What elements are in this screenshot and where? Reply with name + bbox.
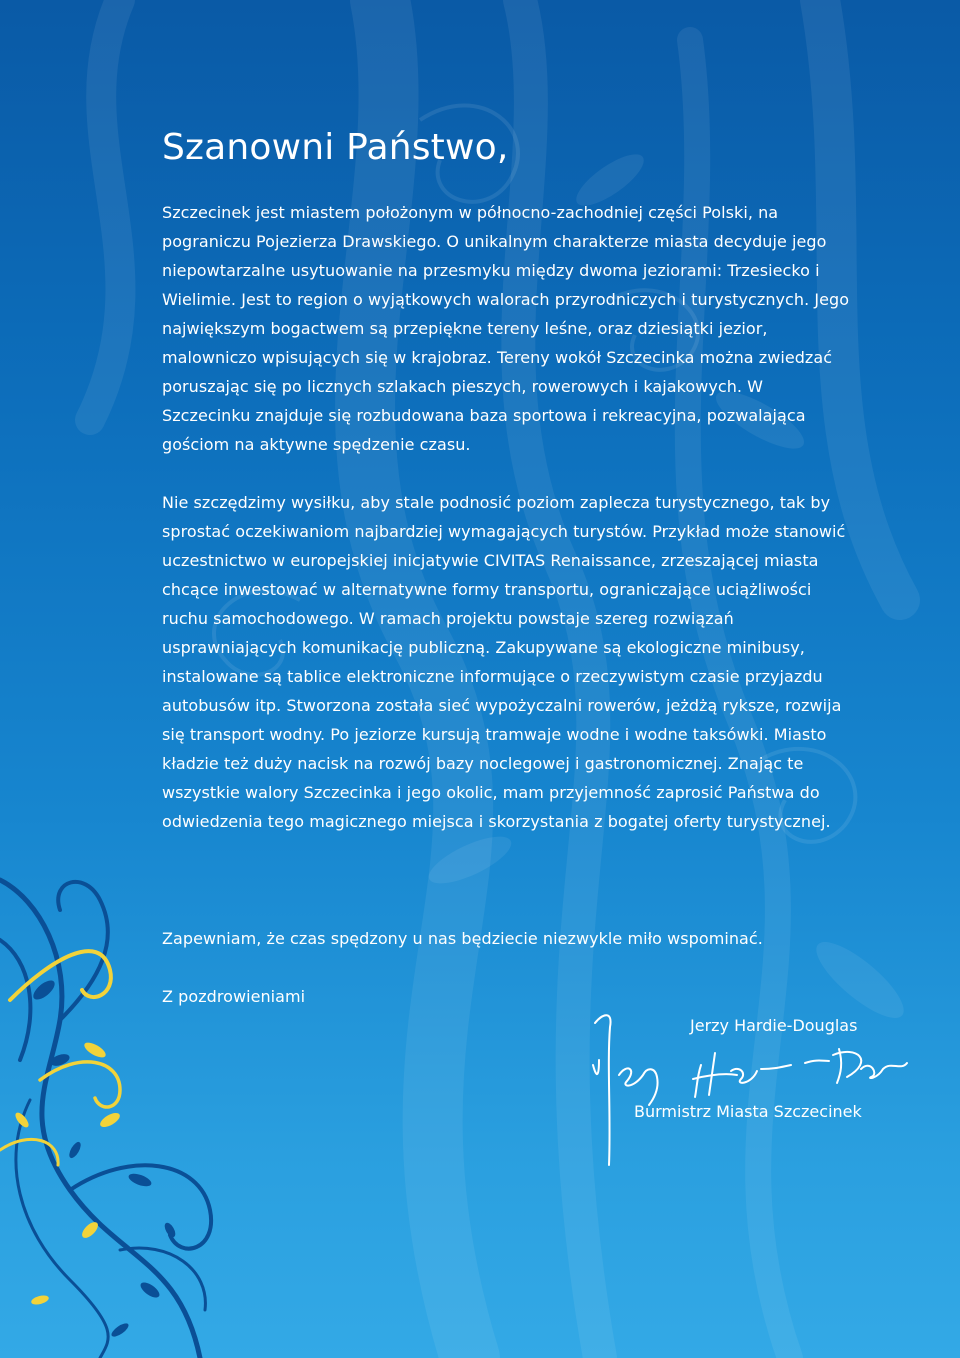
closing-phrase: Z pozdrowieniami (162, 987, 306, 1006)
ornament-leaves (13, 977, 177, 1339)
letter-paragraph-2: Nie szczędzimy wysiłku, aby stale podnosić poziom zaplecza turystycznego, tak by sprostać oczekiwaniom najbardziej wymagających turystów. Przykład może stanowić uczestnictwo w europejskiej inicjatywie CIVITAS Renaissance, zrzeszającej miasta chcące inwestować w alternatywne formy transportu, ograniczające uciążliwości ruchu samochodowego. W ramach projektu powstaje szereg rozwiązań usprawniających komunikację publiczną. Zakupywane są ekologiczne minibusy, instalowane są tablice elektroniczne informujące o rzeczywistym czasie przyjazdu autobusów itp. Stworzona została sieć wypożyczalni rowerów, jeżdżą ryksze, rozwija się transport wodny. Po jeziorze kursują tramwaje wodne i wodne taksówki. Miasto kładzie też duży nacisk na rozwój bazy noclegowej i gastronomicznej. Znając te wszystkie walory Szczecinka i jego okolic, mam przyjemność zaprosić Państwa do odwiedzenia tego magicznego miejsca i skorzystania z bogatej oferty turystycznej. (162, 493, 846, 831)
greeting-heading: Szanowni Państwo, (162, 127, 509, 168)
ribbon-swirl (90, 0, 120, 420)
signatory-name: Jerzy Hardie-Douglas (690, 1016, 858, 1035)
letter-paragraph-3: Zapewniam, że czas spędzony u nas będziecie niezwykle miło wspominać. (162, 929, 763, 948)
signatory-role: Burmistrz Miasta Szczecinek (634, 1102, 862, 1121)
letter-paragraph-1: Szczecinek jest miastem położonym w północno-zachodniej części Polski, na pograniczu Pojezierza Drawskiego. O unikalnym charakterze miasta decyduje jego niepowtarzalne usytuowanie na przesmyku między dwoma jeziorami: Trzesiecko i Wielimie. Jest to region o wyjątkowych walorach przyrodniczych i turystycznych. Jego największym bogactwem są przepiękne tereny leśne, oraz dziesiątki jezior, malowniczo wpisujących się w krajobraz. Tereny wokół Szczecinka można zwiedzać poruszając się po licznych szlakach pieszych, rowerowych i kajakowych. W Szczecinku znajduje się rozbudowana baza sportowa i rekreacyjna, pozwalająca gościom na aktywne spędzenie czasu. (162, 203, 850, 454)
